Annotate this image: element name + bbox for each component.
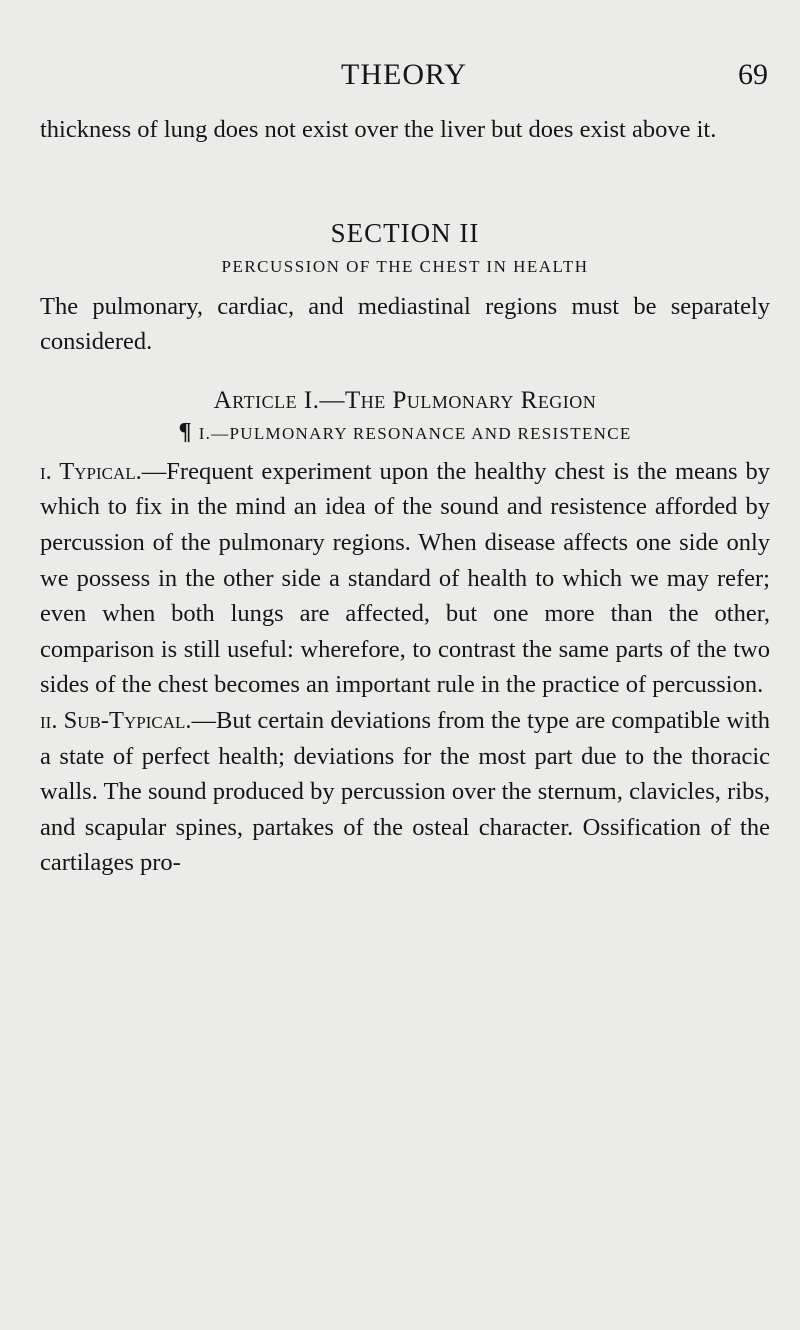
subtypical-label: ii. Sub-Typical. [40, 706, 192, 734]
page-header [40, 58, 768, 98]
page-body [40, 112, 770, 881]
running-head: THEORY [341, 58, 467, 91]
typical-text: —Frequent experiment upon the healthy chest is the means by which to fix in the mind an idea of the sound and resistence afforded by percussion of the pulmonary regions. When disease affects one side only we possess in the other side a standard of health to which we may refer; even when both lungs are affected, but one more than the other, comparison is still useful: wherefore, to contrast the same parts of the two sides of the chest becomes an important rule in the practice of percussion. [40, 457, 770, 699]
page-number: 69 [738, 58, 768, 91]
paragraph-subtypical [40, 703, 770, 881]
subtypical-text: —But certain deviations from the type are compatible with a state of perfect health; deviations for the most part due to the thoracic walls. The sound produced by percussion over the sternum, clavicles, ribs, and scapular spines, partakes of the osteal character. Ossification of the cartilages pro- [40, 706, 770, 877]
paragraph-heading-text: I.—PULMONARY RESONANCE AND RESISTENCE [198, 423, 632, 443]
typical-label: i. Typical. [40, 457, 142, 485]
section-subheading: PERCUSSION OF THE CHEST IN HEALTH [221, 256, 589, 276]
paragraph-typical [40, 454, 770, 703]
section-intro: The pulmonary, cardiac, and mediastinal regions must be separately considered. [40, 292, 770, 356]
pilcrow-icon: ¶ [178, 418, 193, 445]
section-heading: SECTION II [330, 217, 480, 248]
paragraph-heading [40, 419, 770, 446]
article-heading-text: Article I.—The Pulmonary Region [213, 386, 597, 414]
article-heading [40, 387, 770, 415]
paragraph-continuation: thickness of lung does not exist over the liver but does exist above it. [40, 116, 717, 143]
